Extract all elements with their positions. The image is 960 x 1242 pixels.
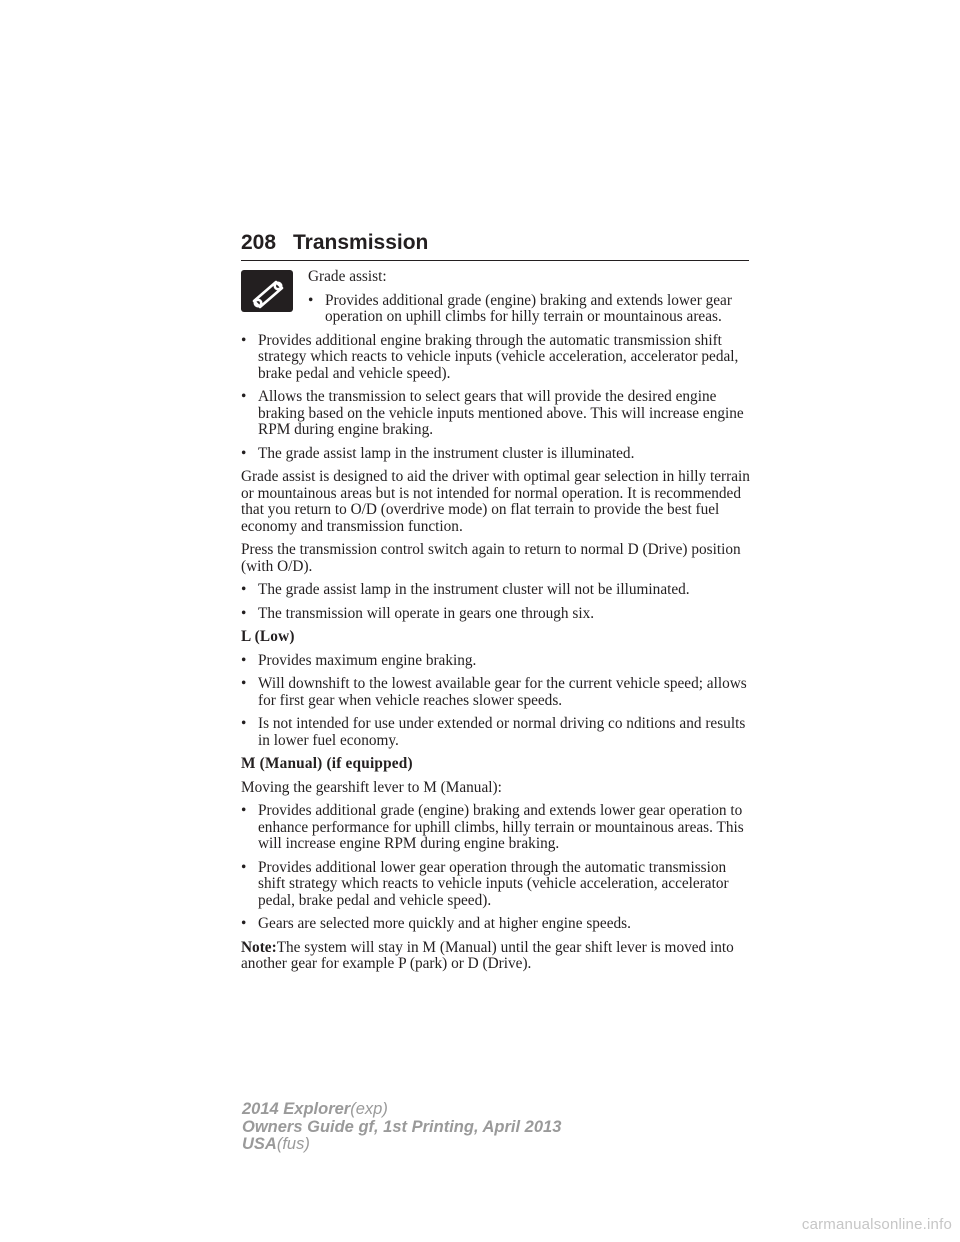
grade-assist-block — [241, 269, 756, 333]
bullet-mark: • — [241, 581, 247, 598]
bullet-text: The grade assist lamp in the instrument cluster will not be illuminated. — [258, 581, 690, 598]
bullet-text: Allows the transmission to select gears that will provide the desired engine braking based on the vehicle inputs mentioned above. This will increase engine RPM during engine braking. — [258, 388, 744, 438]
watermark: carmanualsonline.info — [801, 1216, 952, 1233]
page-number: 208 — [241, 231, 277, 254]
low-gear-heading: L (Low) — [241, 628, 295, 645]
list-item — [241, 803, 756, 853]
footer-line-printing: Owners Guide gf, 1st Printing, April 2013 — [242, 1117, 562, 1136]
bullet-mark: • — [241, 331, 247, 349]
grade-assist-description: Grade assist is designed to aid the driver with optimal gear selection in hilly terrain or mountainous areas but is not intended for normal operation. It is recommended that you return to O/D (overdrive mode) on flat terrain to provide the best fuel economy and transmission function. — [241, 468, 750, 535]
bullet-mark: • — [241, 604, 247, 622]
manual-mode-heading: M (Manual) (if equipped) — [241, 755, 413, 772]
page-header — [241, 229, 749, 261]
bullet-text: Provides additional engine braking through the automatic transmission shift strategy which reacts to vehicle inputs (vehicle acceleration, accelerator pedal, brake pedal and vehicle speed). — [258, 331, 739, 382]
bullet-mark: • — [308, 291, 314, 309]
bullet-mark: • — [241, 858, 247, 876]
bullet-text: Is not intended for use under extended or normal driving co nditions and results in lower fuel economy. — [258, 715, 746, 749]
bullet-text: Provides additional grade (engine) braking and extends lower gear operation to enhance performance for uphill climbs, hilly terrain or mountainous areas. This will increase engine RPM during engine braking. — [258, 802, 744, 852]
list-item — [241, 716, 756, 749]
bullet-mark: • — [241, 715, 247, 732]
list-item — [241, 653, 756, 670]
bullet-mark: • — [241, 444, 247, 462]
return-to-drive-instruction: Press the transmission control switch again to return to normal D (Drive) position (with O/D). — [241, 541, 741, 575]
list-item — [241, 389, 756, 439]
section-title: Transmission — [293, 231, 429, 254]
manual-mode-intro: Moving the gearshift lever to M (Manual): — [241, 778, 502, 796]
grade-assist-icon — [241, 270, 293, 312]
footer-line-model — [242, 1101, 561, 1119]
list-item — [308, 293, 756, 326]
bullet-text: Provides additional lower gear operation through the automatic transmission shift strategy which reacts to vehicle inputs (vehicle acceleration, accelerator pedal, brake pedal and vehicle speed). — [258, 858, 729, 909]
footer-model-code: (exp) — [350, 1100, 388, 1118]
footer-model: 2014 Explorer — [242, 1100, 351, 1118]
bullet-mark: • — [241, 388, 247, 405]
bullet-text: Will downshift to the lowest available gear for the current vehicle speed; allows for first gear when vehicle reaches slower speeds. — [258, 675, 747, 709]
list-item — [241, 582, 756, 599]
list-item — [241, 333, 756, 383]
bullet-text: Provides maximum engine braking. — [258, 651, 477, 669]
document-footer — [242, 1101, 561, 1154]
bullet-text: Provides additional grade (engine) braking and extends lower gear operation on uphill climbs for hilly terrain or mountainous areas. — [325, 291, 732, 325]
note-paragraph — [241, 940, 756, 973]
list-item — [241, 676, 756, 709]
bullet-mark: • — [241, 675, 247, 692]
bullet-mark: • — [241, 802, 247, 819]
bullet-mark: • — [241, 915, 247, 932]
note-label: Note: — [241, 938, 277, 956]
list-item — [241, 916, 756, 933]
bullet-text: Gears are selected more quickly and at higher engine speeds. — [258, 915, 631, 932]
footer-market: USA — [242, 1135, 277, 1153]
list-item — [241, 446, 756, 463]
bullet-mark: • — [241, 651, 247, 669]
list-item — [241, 860, 756, 910]
grade-assist-intro: Grade assist: — [308, 268, 387, 285]
footer-market-code: (fus) — [276, 1135, 310, 1153]
bullet-text: The transmission will operate in gears one through six. — [258, 604, 595, 622]
note-text: The system will stay in M (Manual) until the gear shift lever is moved into another gear for example P (park) or D (Drive). — [241, 938, 734, 972]
list-item — [241, 606, 756, 623]
footer-line-market — [242, 1136, 561, 1154]
bullet-text: The grade assist lamp in the instrument cluster is illuminated. — [258, 444, 635, 462]
page-content — [241, 269, 756, 980]
